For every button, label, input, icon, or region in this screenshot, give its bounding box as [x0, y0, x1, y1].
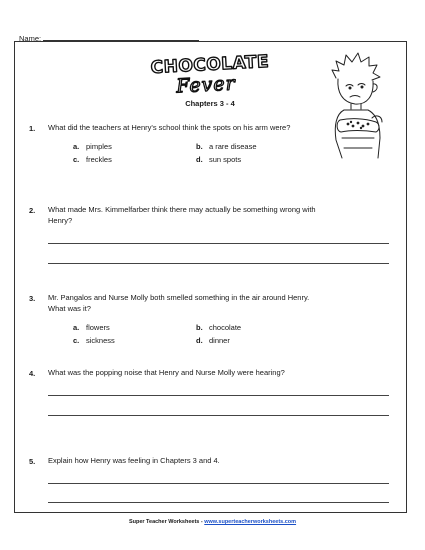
question-5-text: Explain how Henry was feeling in Chapters 3 and 4. — [48, 456, 220, 465]
answer-line[interactable] — [48, 263, 389, 264]
henry-illustration — [322, 48, 394, 160]
footer-url-link[interactable]: www.superteacherworksheets.com — [204, 519, 297, 525]
question-2-number: 2. — [29, 206, 36, 215]
title-fever: Fever — [175, 72, 237, 98]
question-3-option-c[interactable]: c. sickness — [73, 336, 115, 345]
answer-line[interactable] — [48, 483, 389, 484]
question-1-number: 1. — [29, 124, 36, 133]
question-3-number: 3. — [29, 294, 36, 303]
question-1-text: What did the teachers at Henry's school think the spots on his arm were? — [48, 123, 291, 132]
answer-line[interactable] — [48, 395, 389, 396]
question-5-number: 5. — [29, 457, 36, 466]
title-chocolate: CHOCOLATE — [150, 51, 270, 79]
question-3-line-1: Mr. Pangalos and Nurse Molly both smelled something in the air around Henry. — [48, 293, 310, 302]
question-2-line-1: What made Mrs. Kimmelfarber think there may actually be something wrong with — [48, 205, 316, 214]
question-4-number: 4. — [29, 369, 36, 378]
question-2-text — [48, 204, 393, 226]
question-3-text — [48, 292, 393, 314]
question-4-text: What was the popping noise that Henry and Nurse Molly were hearing? — [48, 368, 285, 377]
chapters-subtitle: Chapters 3 - 4 — [185, 99, 235, 108]
footer — [0, 519, 425, 525]
question-2-line-2: Henry? — [48, 216, 73, 225]
question-1-option-a[interactable]: a. pimples — [73, 142, 112, 151]
question-1-option-b[interactable]: b. a rare disease — [196, 142, 257, 151]
question-1-option-c[interactable]: c. freckles — [73, 155, 112, 164]
answer-line[interactable] — [48, 415, 389, 416]
name-label: Name: — [19, 34, 42, 43]
question-3-option-b[interactable]: b. chocolate — [196, 323, 242, 332]
name-blank-line[interactable] — [43, 33, 199, 41]
answer-line[interactable] — [48, 243, 389, 244]
question-3-option-d[interactable]: d. dinner — [196, 336, 230, 345]
question-3-line-2: What was it? — [48, 304, 91, 313]
footer-separator: - — [199, 519, 205, 525]
question-1-option-d[interactable]: d. sun spots — [196, 155, 242, 164]
worksheet-title — [148, 48, 278, 98]
question-3-option-a[interactable]: a. flowers — [73, 323, 110, 332]
footer-brand: Super Teacher Worksheets — [128, 519, 200, 525]
answer-line[interactable] — [48, 502, 389, 503]
